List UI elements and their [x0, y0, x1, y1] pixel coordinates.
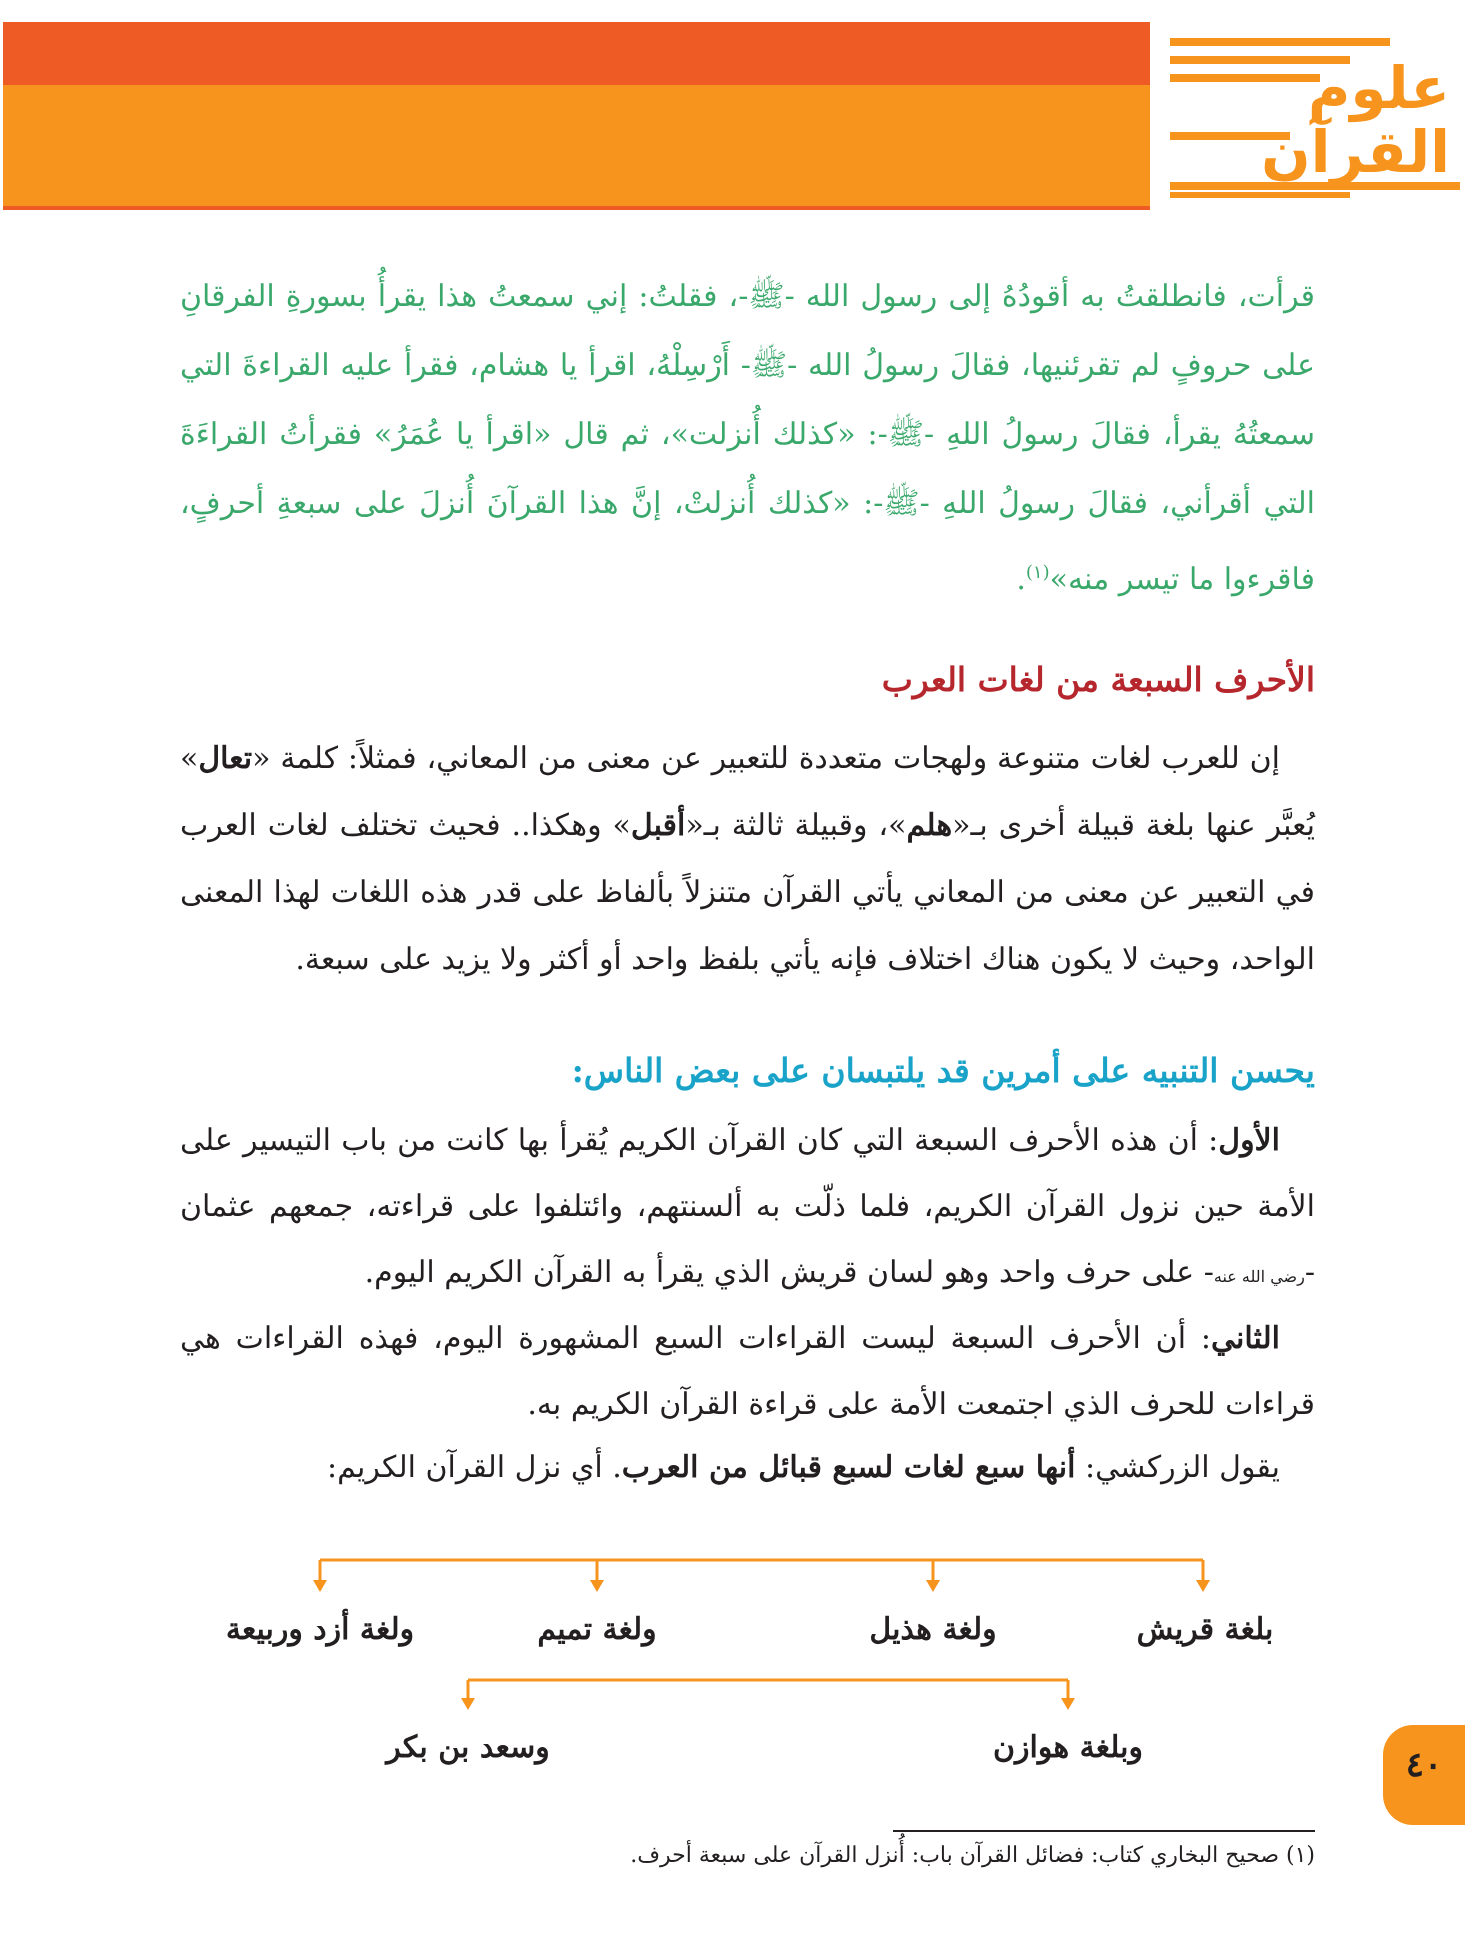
tribe-quraysh: بلغة قريش	[1136, 1612, 1274, 1647]
quote-text: قرأت، فانطلقتُ به أقودُهُ إلى رسول الله -ﷺ-، فقلتُ: إني سمعتُ هذا يقرأُ بسورةِ الفرقانِ على حروفٍ لم تقرئنيها، فقالَ رسولُ الله -ﷺ- أَرْسِلْهُ، اقرأ يا هشام، فقرأ عليه القراءةَ التي سمعتُهُ يقرأ، فقالَ رسولُ اللهِ -ﷺ-: «كذلك أُنزلت»، ثم قال «اقرأ يا عُمَرُ» فقرأتُ القراءَةَ التي أقرأني، فقالَ رسولُ اللهِ -ﷺ-: «كذلك أُنزلتْ، إنَّ هذا القرآنَ أُنزلَ على سبعةِ أحرفٍ، فاقرءوا ما تيسر منه»	[180, 279, 1315, 597]
footnote-ref[interactable]: (١)	[1025, 562, 1050, 583]
tribe-tamim: ولغة تميم	[537, 1612, 657, 1647]
arrow-icon	[461, 1698, 475, 1710]
footnote: (١) صحيح البخاري كتاب: فضائل القرآن باب: أُنزل القرآن على سبعة أحرف.	[630, 1843, 1315, 1868]
label-second: الثاني	[1210, 1321, 1280, 1356]
honorific: رضي الله عنه	[1213, 1267, 1305, 1286]
book-logo	[1150, 22, 1465, 210]
tribe-hudhayl: ولغة هذيل	[869, 1612, 997, 1647]
arrow-icon	[313, 1580, 327, 1592]
word-aqbil: أقبل	[630, 808, 686, 843]
arrow-icon	[1061, 1698, 1075, 1710]
tribes-diagram	[0, 1540, 1465, 1780]
header-banner-light	[3, 85, 1158, 210]
word-taal: تعال	[198, 741, 253, 776]
tribe-azd-rabia: ولغة أزد وربيعة	[225, 1612, 415, 1647]
section1-paragraph: إن للعرب لغات متنوعة ولهجات متعددة للتعبير عن معنى من المعاني، فمثلاً: كلمة «تعال» يُعبَّر عنها بلغة قبيلة أخرى بـ«هلم»، وقبيلة ثالثة بـ«أقبل» وهكذا.. فحيث تختلف لغات العرب في التعبير عن معنى من المعاني يأتي القرآن متنزلاً بألفاظ على قدر هذه اللغات لهذا المعنى الواحد، وحيث لا يكون هناك اختلاف فإنه يأتي بلفظ واحد أو أكثر ولا يزيد على سبعة.	[180, 741, 1316, 977]
label-first: الأول	[1218, 1123, 1280, 1158]
zarkashi-bold: أنها سبع لغات لسبع قبائل من العرب	[621, 1450, 1076, 1485]
word-halum: هلم	[906, 808, 953, 843]
logo-word-1: علوم	[1307, 54, 1450, 122]
arrow-icon	[926, 1580, 940, 1592]
point-first: الأول: أن هذه الأحرف السبعة التي كان القرآن الكريم يُقرأ بها كانت من باب التيسير على الأمة حين نزول القرآن الكريم، فلما ذلّت به ألسنتهم، وائتلفوا على قراءته، جمعهم عثمان -رضي الله عنه- على حرف واحد وهو لسان قريش الذي يقرأ به القرآن الكريم اليوم.	[180, 1123, 1315, 1290]
footnote-divider	[893, 1830, 1315, 1832]
hadith-quote: قرأت، فانطلقتُ به أقودُهُ إلى رسول الله -ﷺ-، فقلتُ: إني سمعتُ هذا يقرأُ بسورةِ الفرقانِ على حروفٍ لم تقرئنيها، فقالَ رسولُ الله -ﷺ- أَرْسِلْهُ، اقرأ يا هشام، فقرأ عليه القراءةَ التي سمعتُهُ يقرأ، فقالَ رسولُ اللهِ -ﷺ-: «كذلك أُنزلت»، ثم قال «اقرأ يا عُمَرُ» فقرأتُ القراءَةَ التي أقرأني، فقالَ رسولُ اللهِ -ﷺ-: «كذلك أُنزلتْ، إنَّ هذا القرآنَ أُنزلَ على سبعةِ أحرفٍ، فاقرءوا ما تيسر منه»$^{(١)}$.	[180, 279, 1315, 597]
tribe-saad-bakr: وسعد بن بكر	[386, 1730, 550, 1765]
section-heading-seven-letters: الأحرف السبعة من لغات العرب	[881, 660, 1315, 699]
tribe-hawazin: وبلغة هوازن	[993, 1730, 1143, 1765]
logo-word-2: القرآن	[1261, 118, 1450, 186]
header-banner-dark	[3, 22, 1158, 85]
zarkashi-quote: يقول الزركشي: أنها سبع لغات لسبع قبائل من العرب. أي نزل القرآن الكريم:	[326, 1450, 1280, 1485]
page-number: ٤٠	[1405, 1745, 1443, 1785]
arrow-icon	[590, 1580, 604, 1592]
point-second: الثاني: أن الأحرف السبعة ليست القراءات السبع المشهورة اليوم، فهذه القراءات هي قراءات للحرف الذي اجتمعت الأمة على قراءة القرآن الكريم به.	[180, 1321, 1315, 1422]
section-heading-notice: يحسن التنبيه على أمرين قد يلتبسان على بعض الناس:	[571, 1051, 1315, 1090]
diagram-connectors	[0, 1540, 1465, 1780]
arrow-icon	[1196, 1580, 1210, 1592]
